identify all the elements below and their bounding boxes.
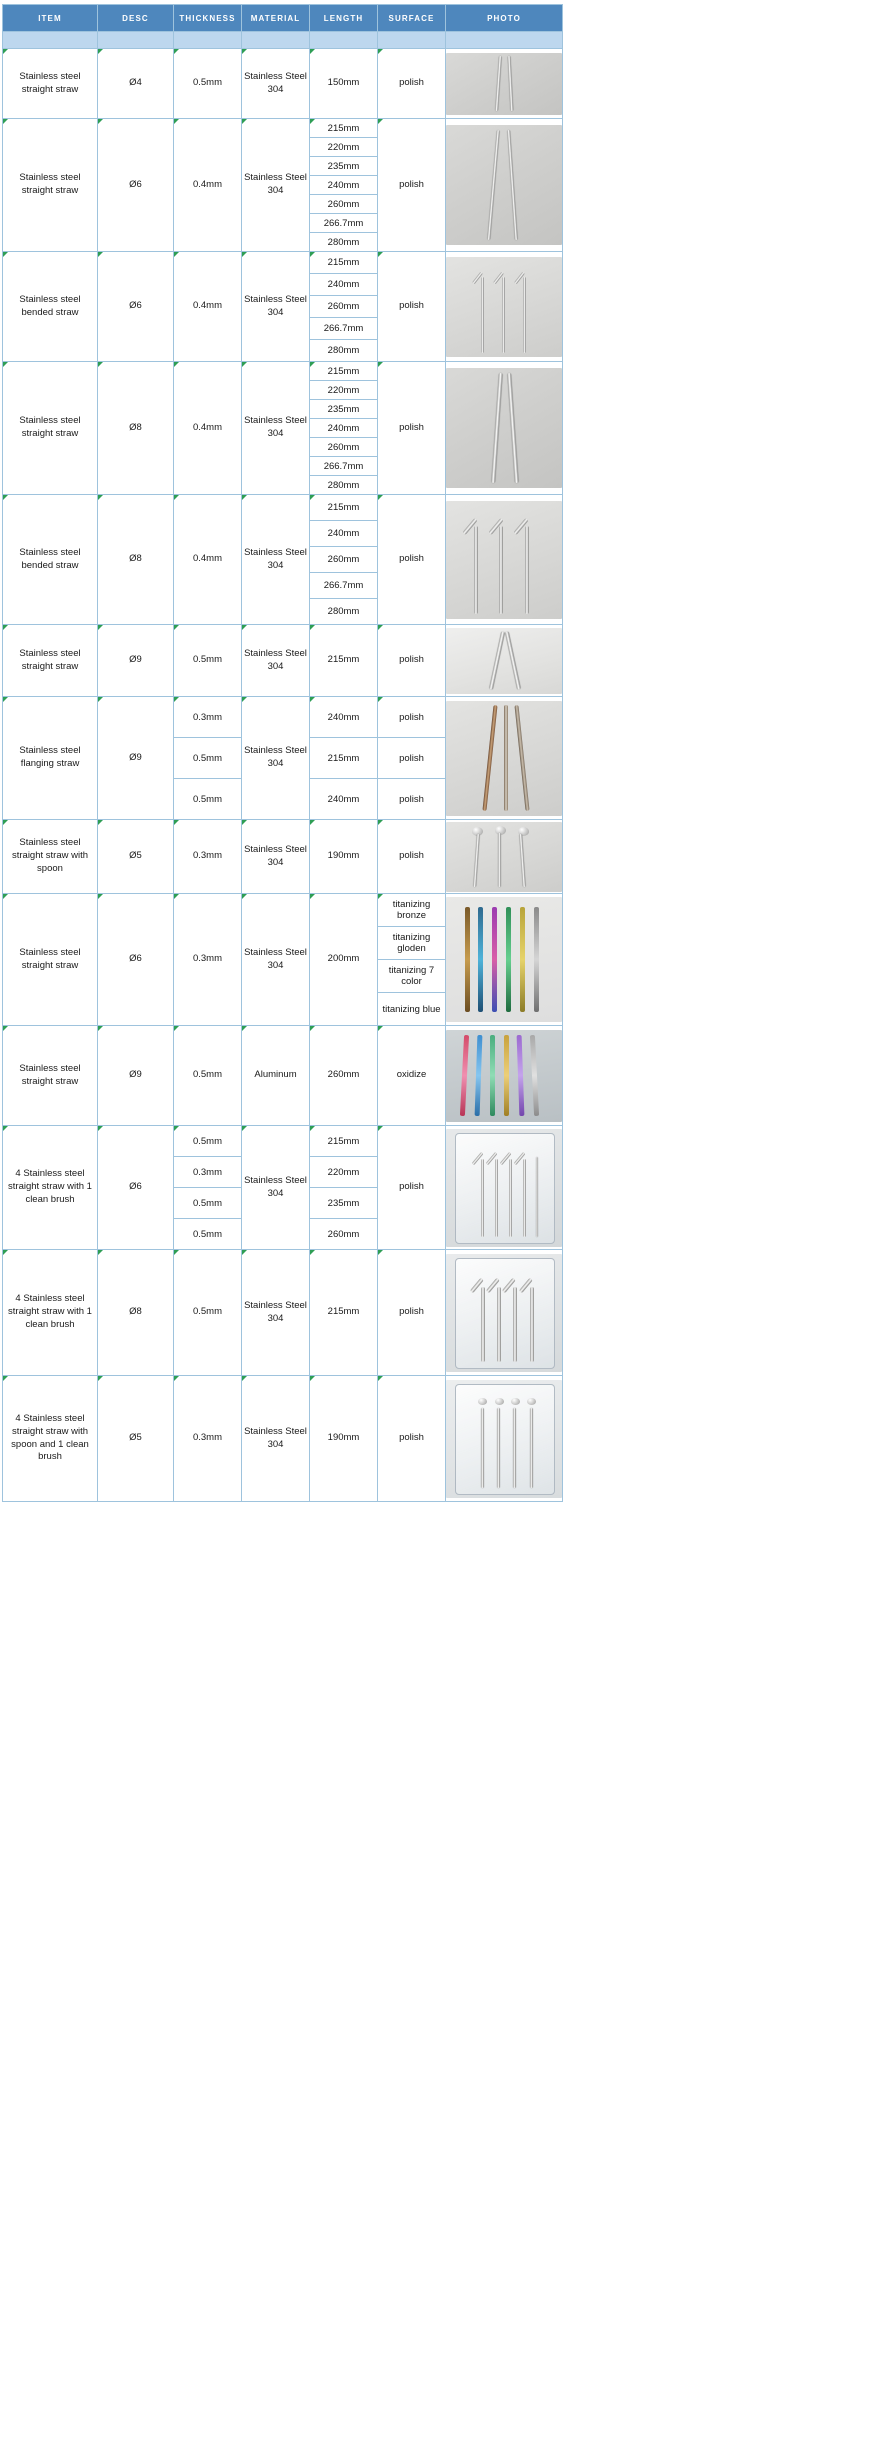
cell-surface: polish: [378, 820, 446, 894]
table-row: [3, 1126, 563, 1157]
cell-item: Stainless steel straight straw: [3, 1026, 98, 1126]
column-header-photo: PHOTO: [446, 5, 563, 32]
cell-length: 215mm: [310, 119, 378, 138]
cell-material: Stainless Steel 304: [242, 252, 310, 362]
cell-length: 215mm: [310, 252, 378, 274]
table-row: [3, 1376, 563, 1502]
cell-material: Stainless Steel 304: [242, 495, 310, 625]
cell-surface: titanizing gloden: [378, 927, 446, 960]
column-header-desc: DESC: [98, 5, 174, 32]
cell-length: 220mm: [310, 381, 378, 400]
product-photo: [446, 1129, 562, 1247]
spacer-cell: [378, 32, 446, 49]
cell-length: 240mm: [310, 274, 378, 296]
cell-item: Stainless steel straight straw: [3, 625, 98, 697]
product-photo: [446, 125, 562, 245]
cell-material: Stainless Steel 304: [242, 49, 310, 119]
cell-length: 220mm: [310, 1157, 378, 1188]
cell-material: Stainless Steel 304: [242, 362, 310, 495]
column-header-thickness: THICKNESS: [174, 5, 242, 32]
cell-desc: Ø4: [98, 49, 174, 119]
cell-thickness: 0.3mm: [174, 820, 242, 894]
cell-item: Stainless steel straight straw: [3, 119, 98, 252]
cell-desc: Ø8: [98, 362, 174, 495]
cell-length: 240mm: [310, 779, 378, 820]
cell-length: 215mm: [310, 1126, 378, 1157]
cell-photo: [446, 119, 563, 252]
cell-length: 240mm: [310, 176, 378, 195]
cell-item: 4 Stainless steel straight straw with 1 clean brush: [3, 1126, 98, 1250]
cell-desc: Ø5: [98, 1376, 174, 1502]
cell-item: Stainless steel bended straw: [3, 252, 98, 362]
cell-length: 150mm: [310, 49, 378, 119]
cell-item: Stainless steel straight straw: [3, 49, 98, 119]
cell-material: Stainless Steel 304: [242, 119, 310, 252]
cell-item: Stainless steel straight straw: [3, 894, 98, 1026]
table-row: [3, 697, 563, 738]
product-photo: [446, 257, 562, 357]
table-row: [3, 1026, 563, 1126]
cell-surface: polish: [378, 1250, 446, 1376]
cell-thickness: 0.3mm: [174, 697, 242, 738]
cell-photo: [446, 49, 563, 119]
cell-desc: Ø9: [98, 1026, 174, 1126]
cell-photo: [446, 820, 563, 894]
column-header-length: LENGTH: [310, 5, 378, 32]
spec-sheet: [0, 0, 566, 1502]
cell-thickness: 0.4mm: [174, 495, 242, 625]
cell-length: 235mm: [310, 157, 378, 176]
cell-thickness: 0.5mm: [174, 738, 242, 779]
product-photo: [446, 1380, 562, 1498]
cell-photo: [446, 1250, 563, 1376]
cell-length: 215mm: [310, 362, 378, 381]
cell-thickness: 0.3mm: [174, 894, 242, 1026]
cell-thickness: 0.4mm: [174, 252, 242, 362]
cell-length: 215mm: [310, 625, 378, 697]
cell-thickness: 0.3mm: [174, 1157, 242, 1188]
cell-surface: polish: [378, 119, 446, 252]
cell-photo: [446, 1026, 563, 1126]
cell-item: Stainless steel straight straw: [3, 362, 98, 495]
cell-length: 240mm: [310, 697, 378, 738]
spacer-cell: [3, 32, 98, 49]
cell-length: 260mm: [310, 1219, 378, 1250]
cell-length: 266.7mm: [310, 457, 378, 476]
cell-desc: Ø6: [98, 894, 174, 1026]
cell-item: Stainless steel straight straw with spoon: [3, 820, 98, 894]
cell-item: 4 Stainless steel straight straw with 1 clean brush: [3, 1250, 98, 1376]
cell-material: Stainless Steel 304: [242, 1126, 310, 1250]
cell-item: Stainless steel bended straw: [3, 495, 98, 625]
product-photo: [446, 368, 562, 488]
cell-material: Stainless Steel 304: [242, 625, 310, 697]
cell-length: 260mm: [310, 296, 378, 318]
cell-length: 200mm: [310, 894, 378, 1026]
cell-length: 266.7mm: [310, 214, 378, 233]
product-photo: [446, 822, 562, 892]
table-body: [3, 32, 563, 1502]
table-row: [3, 625, 563, 697]
cell-thickness: 0.5mm: [174, 1250, 242, 1376]
cell-thickness: 0.5mm: [174, 779, 242, 820]
cell-length: 260mm: [310, 547, 378, 573]
cell-surface: polish: [378, 252, 446, 362]
cell-surface: titanizing bronze: [378, 894, 446, 927]
cell-surface: oxidize: [378, 1026, 446, 1126]
product-photo: [446, 501, 562, 619]
product-photo: [446, 53, 562, 115]
cell-desc: Ø9: [98, 697, 174, 820]
table-row: [3, 119, 563, 138]
cell-thickness: 0.5mm: [174, 1126, 242, 1157]
cell-length: 240mm: [310, 521, 378, 547]
cell-length: 266.7mm: [310, 318, 378, 340]
cell-desc: Ø6: [98, 252, 174, 362]
cell-surface: polish: [378, 362, 446, 495]
cell-material: Stainless Steel 304: [242, 1250, 310, 1376]
cell-length: 240mm: [310, 419, 378, 438]
product-photo: [446, 1254, 562, 1372]
header-row: [3, 5, 563, 32]
cell-desc: Ø6: [98, 119, 174, 252]
cell-surface: polish: [378, 697, 446, 738]
cell-thickness: 0.5mm: [174, 1188, 242, 1219]
cell-material: Aluminum: [242, 1026, 310, 1126]
cell-surface: polish: [378, 1126, 446, 1250]
cell-length: 220mm: [310, 138, 378, 157]
cell-length: 280mm: [310, 340, 378, 362]
cell-length: 190mm: [310, 820, 378, 894]
product-photo: [446, 1030, 562, 1122]
cell-length: 280mm: [310, 233, 378, 252]
cell-surface: polish: [378, 779, 446, 820]
cell-thickness: 0.3mm: [174, 1376, 242, 1502]
cell-surface: polish: [378, 49, 446, 119]
table-row: [3, 362, 563, 381]
table-row: [3, 49, 563, 119]
spacer-cell: [446, 32, 563, 49]
cell-photo: [446, 252, 563, 362]
cell-item: Stainless steel flanging straw: [3, 697, 98, 820]
cell-photo: [446, 625, 563, 697]
cell-surface: polish: [378, 1376, 446, 1502]
cell-length: 260mm: [310, 438, 378, 457]
product-photo: [446, 628, 562, 694]
table-row: [3, 820, 563, 894]
column-header-material: MATERIAL: [242, 5, 310, 32]
cell-length: 215mm: [310, 495, 378, 521]
cell-thickness: 0.4mm: [174, 362, 242, 495]
cell-photo: [446, 495, 563, 625]
column-header-item: ITEM: [3, 5, 98, 32]
cell-photo: [446, 697, 563, 820]
cell-length: 215mm: [310, 738, 378, 779]
cell-desc: Ø8: [98, 495, 174, 625]
cell-length: 280mm: [310, 476, 378, 495]
cell-thickness: 0.5mm: [174, 1026, 242, 1126]
product-spec-table: [2, 4, 563, 1502]
spacer-row: [3, 32, 563, 49]
cell-thickness: 0.5mm: [174, 1219, 242, 1250]
spacer-cell: [98, 32, 174, 49]
cell-desc: Ø8: [98, 1250, 174, 1376]
cell-photo: [446, 362, 563, 495]
table-row: [3, 495, 563, 521]
cell-length: 260mm: [310, 195, 378, 214]
table-row: [3, 252, 563, 274]
cell-surface: polish: [378, 738, 446, 779]
cell-surface: titanizing 7 color: [378, 960, 446, 993]
cell-item: 4 Stainless steel straight straw with spoon and 1 clean brush: [3, 1376, 98, 1502]
cell-length: 280mm: [310, 599, 378, 625]
cell-length: 266.7mm: [310, 573, 378, 599]
cell-photo: [446, 1126, 563, 1250]
cell-photo: [446, 894, 563, 1026]
product-photo: [446, 701, 562, 816]
table-row: [3, 1250, 563, 1376]
cell-desc: Ø5: [98, 820, 174, 894]
spacer-cell: [242, 32, 310, 49]
cell-length: 190mm: [310, 1376, 378, 1502]
cell-thickness: 0.5mm: [174, 625, 242, 697]
spacer-cell: [174, 32, 242, 49]
cell-surface: titanizing blue: [378, 993, 446, 1026]
table-row: [3, 894, 563, 927]
column-header-surface: SURFACE: [378, 5, 446, 32]
cell-material: Stainless Steel 304: [242, 697, 310, 820]
cell-material: Stainless Steel 304: [242, 894, 310, 1026]
cell-length: 235mm: [310, 1188, 378, 1219]
cell-photo: [446, 1376, 563, 1502]
cell-length: 235mm: [310, 400, 378, 419]
cell-material: Stainless Steel 304: [242, 820, 310, 894]
spacer-cell: [310, 32, 378, 49]
cell-length: 260mm: [310, 1026, 378, 1126]
product-photo: [446, 897, 562, 1022]
cell-desc: Ø6: [98, 1126, 174, 1250]
table-header: [3, 5, 563, 32]
cell-surface: polish: [378, 625, 446, 697]
cell-desc: Ø9: [98, 625, 174, 697]
cell-length: 215mm: [310, 1250, 378, 1376]
cell-thickness: 0.5mm: [174, 49, 242, 119]
cell-material: Stainless Steel 304: [242, 1376, 310, 1502]
cell-surface: polish: [378, 495, 446, 625]
cell-thickness: 0.4mm: [174, 119, 242, 252]
